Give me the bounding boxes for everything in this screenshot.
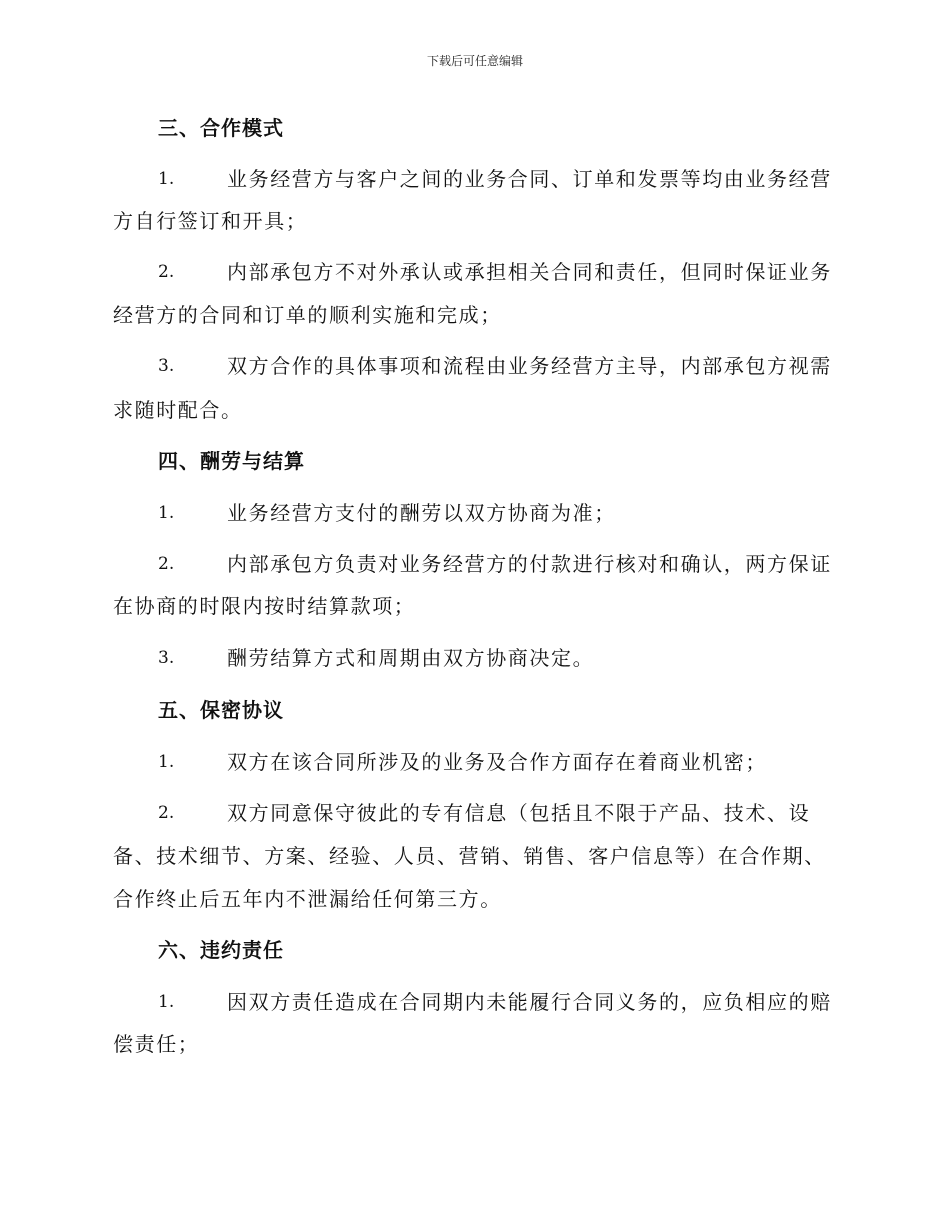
item-number: 1.: [158, 752, 175, 772]
item-text-line: 在协商的时限内按时结算款项；: [113, 594, 416, 618]
item-text-line: 双方在该合同所涉及的业务及合作方面存在着商业机密；: [227, 750, 767, 774]
item-text-line: 业务经营方支付的酬劳以双方协商为准；: [227, 501, 616, 525]
item-text-line: 因双方责任造成在合同期内未能履行合同义务的，应负相应的赔: [227, 990, 832, 1014]
section-heading-confidentiality: 五、保密协议: [158, 698, 284, 722]
item-number: 3.: [158, 648, 175, 668]
item-number: 2.: [158, 262, 175, 282]
item-number: 1.: [158, 169, 175, 189]
header-note: 下载后可任意编辑: [426, 54, 523, 68]
item-text-line: 求随时配合。: [113, 398, 243, 422]
item-number: 3.: [158, 356, 175, 376]
item-number: 1.: [158, 992, 175, 1012]
item-text-line: 业务经营方与客户之间的业务合同、订单和发票等均由业务经营: [227, 167, 832, 191]
item-number: 2.: [158, 803, 175, 823]
item-text-line: 内部承包方负责对业务经营方的付款进行核对和确认，两方保证: [227, 552, 832, 576]
section-heading-remuneration: 四、酬劳与结算: [158, 449, 305, 473]
item-text-line: 经营方的合同和订单的顺利实施和完成；: [113, 303, 502, 327]
item-number: 1.: [158, 503, 175, 523]
item-text-line: 合作终止后五年内不泄漏给任何第三方。: [113, 887, 502, 911]
item-text-line: 双方合作的具体事项和流程由业务经营方主导，内部承包方视需: [227, 354, 832, 378]
item-number: 2.: [158, 554, 175, 574]
item-text-line: 内部承包方不对外承认或承担相关合同和责任，但同时保证业务: [227, 260, 832, 284]
item-text-line: 方自行签订和开具；: [113, 209, 308, 233]
section-heading-breach-liability: 六、违约责任: [158, 938, 284, 962]
item-text-line: 备、技术细节、方案、经验、人员、营销、销售、客户信息等）在合作期、: [113, 844, 826, 868]
item-text-line: 酬劳结算方式和周期由双方协商决定。: [227, 646, 595, 670]
item-text-line: 双方同意保守彼此的专有信息（包括且不限于产品、技术、设: [227, 801, 811, 825]
item-text-line: 偿责任；: [113, 1032, 200, 1056]
section-heading-cooperation-mode: 三、合作模式: [158, 116, 284, 140]
